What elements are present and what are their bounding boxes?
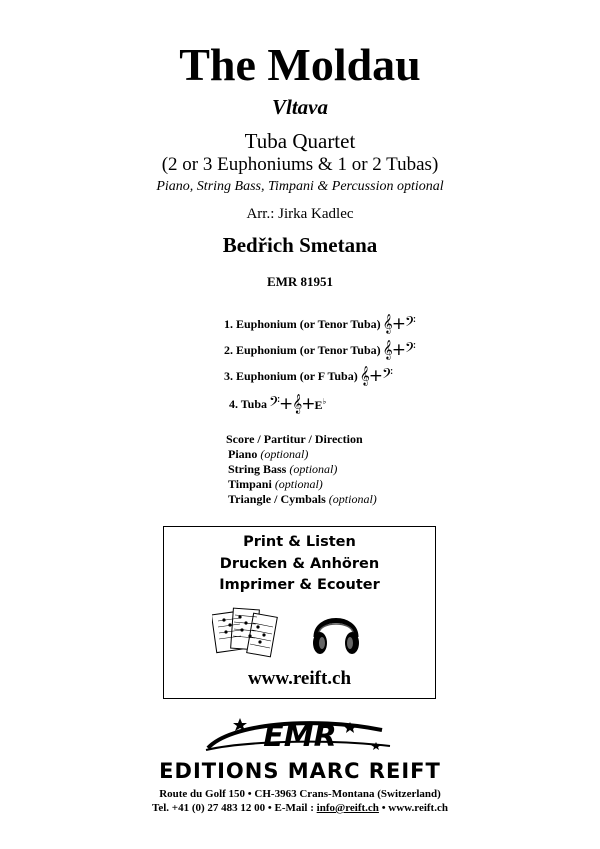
material-item [228,492,377,507]
email-link[interactable]: info@reift.ch [316,802,379,814]
material-name: String Bass [228,462,287,476]
subtitle: Vltava [272,95,328,119]
catalog-number: EMR 81951 [266,274,334,289]
part-item [224,367,392,385]
material-item [228,447,308,462]
print-listen-box [163,526,436,699]
clef-icon: 𝄞+𝄢 [359,366,392,386]
part-item [224,341,415,359]
website-link[interactable]: www.reift.ch [247,668,352,689]
part-item [224,315,415,333]
material-name: Score / Partitur / Direction [226,432,363,446]
e-flat-label: E♭ [314,397,327,412]
publisher-address: Route du Golf 150 • CH-3963 Crans-Montana (Switzerland) [159,788,441,800]
clef-icon: 𝄢+𝄞+ [269,393,315,414]
part-item [229,393,326,414]
promo-line: Drucken & Anhören [219,556,380,572]
promo-line: Print & Listen [243,534,356,550]
publisher-contact: Tel. +41 (0) 27 483 12 00 • E-Mail : info@reift.ch • www.reift.ch [152,802,448,814]
material-note: (optional) [328,492,377,506]
part-label: 4. Tuba [229,396,268,411]
ensemble: Tuba Quartet [244,129,356,153]
logo-text: EMR [263,719,337,754]
optional-instruments: Piano, String Bass, Timpani & Percussion optional [156,179,444,194]
clef-icon: 𝄞+𝄢 [382,340,415,360]
part-label: 2. Euphonium (or Tenor Tuba) [224,343,381,357]
material-note: (optional) [289,462,338,476]
page-title: The Moldau [179,39,421,90]
material-name: Triangle / Cymbals [228,492,326,506]
composer: Bedřich Smetana [222,233,378,257]
emr-logo [200,712,400,758]
material-name: Timpani [228,477,272,491]
clef-icon: 𝄞+𝄢 [382,314,415,334]
headphones-icon [308,603,364,659]
part-label: 1. Euphonium (or Tenor Tuba) [224,317,381,331]
material-item [226,432,363,447]
sheet-music-icon [212,605,278,661]
material-note: (optional) [260,447,309,461]
part-label: 3. Euphonium (or F Tuba) [224,369,358,383]
material-name: Piano [228,447,258,461]
material-item [228,477,323,492]
material-item [228,462,337,477]
instrumentation: (2 or 3 Euphoniums & 1 or 2 Tubas) [161,154,439,175]
promo-line: Imprimer & Ecouter [219,577,380,593]
arranger: Arr.: Jirka Kadlec [246,206,354,222]
material-note: (optional) [274,477,323,491]
publisher-name: EDITIONS MARC REIFT [159,759,441,783]
